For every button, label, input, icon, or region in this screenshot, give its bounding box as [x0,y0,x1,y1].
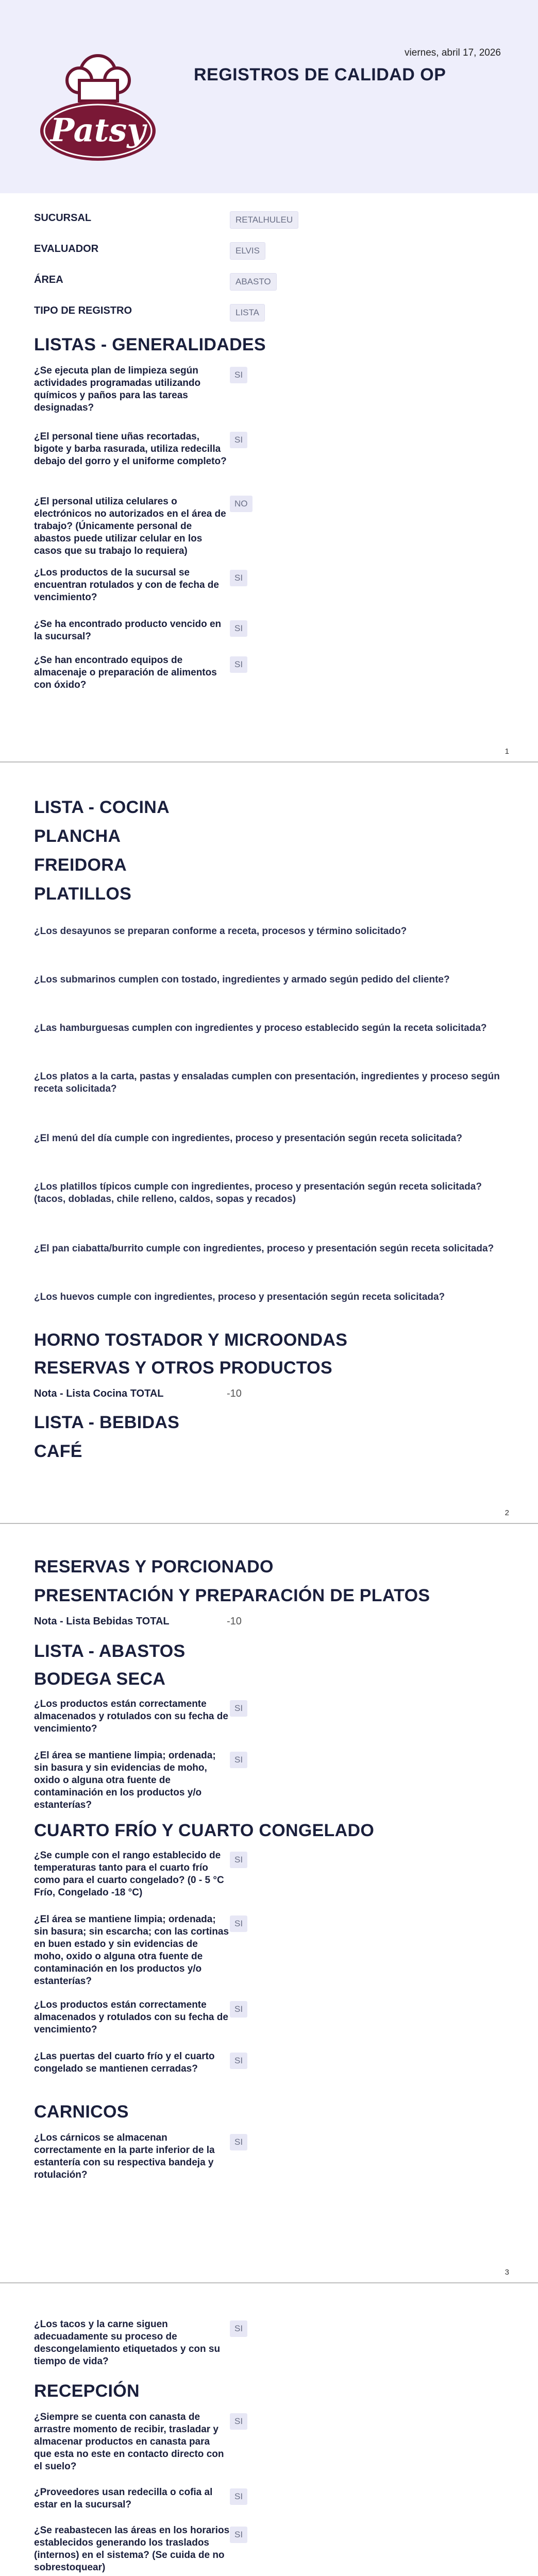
section-title-reservas-porcionado: RESERVAS Y PORCIONADO [34,1557,274,1577]
field-value-tipo-registro[interactable]: LISTA [230,304,265,321]
page-divider [0,1523,538,1524]
answer-value[interactable]: NO [230,496,253,512]
answer-value[interactable]: SI [230,656,247,673]
question-text: ¿Los platillos típicos cumple con ingredientes, proceso y presentación según receta solicitada? (tacos, dobladas, chile relleno, caldos, sopas y recados) [34,1181,482,1205]
answer-value[interactable]: SI [230,1752,247,1768]
question-text: ¿Se reabastecen las áreas en los horarios establecidos generando los traslados (internos) en el sistema? (Se cuida de no sobrestoquear) [34,2525,230,2573]
field-label-sucursal: SUCURSAL [34,212,92,224]
question-text: ¿Los huevos cumple con ingredientes, proceso y presentación según receta solicitada? [34,1292,445,1302]
question-text: ¿Los productos están correctamente almacenados y rotulados con su fecha de vencimiento? [34,1699,228,1734]
question-text: ¿Se ejecuta plan de limpieza según actividades programadas utilizando químicos y paños para las tareas designadas? [34,365,201,413]
section-title-cocina: LISTA - COCINA [34,798,170,817]
section-title-bodega-seca: BODEGA SECA [34,1669,166,1689]
answer-value[interactable]: SI [230,620,247,637]
question-text: ¿Los productos están correctamente almacenados y rotulados con su fecha de vencimiento? [34,1999,228,2035]
question-text: ¿Se cumple con el rango establecido de temperaturas tanto para el cuarto frío como para el cuarto congelado? (0 - 5 °C Frío, Congelado -18 °C) [34,1850,224,1898]
page-number: 3 [505,2268,509,2277]
page-number: 1 [505,747,509,756]
question-text: ¿Los cárnicos se almacenan correctamente en la parte inferior de la estantería con su respectiva bandeja y rotulación? [34,2132,215,2180]
section-title-presentacion: PRESENTACIÓN Y PREPARACIÓN DE PLATOS [34,1586,430,1605]
question-text: ¿El área se mantiene limpia; ordenada; sin basura; sin escarcha; con las cortinas en buen estado y sin evidencias de moho, oxido o alguna otra fuente de contaminación en los productos y/o estanterías? [34,1914,229,1987]
question-text: ¿Las puertas del cuarto frío y el cuarto congelado se mantienen cerradas? [34,2051,215,2074]
section-title-reservas: RESERVAS Y OTROS PRODUCTOS [34,1358,333,1378]
patsy-logo-icon [37,44,187,168]
answer-value[interactable]: SI [230,2413,247,2430]
field-value-evaluador[interactable]: ELVIS [230,242,265,260]
note-value-bebidas: -10 [227,1616,242,1627]
note-value-cocina: -10 [227,1388,242,1399]
field-label-area: ÁREA [34,274,63,285]
section-title-bebidas: LISTA - BEBIDAS [34,1413,180,1432]
section-title-plancha: PLANCHA [34,826,121,846]
answer-value[interactable]: SI [230,570,247,586]
note-label-cocina: Nota - Lista Cocina TOTAL [34,1388,164,1399]
question-text: ¿Se ha encontrado producto vencido en la sucursal? [34,619,222,642]
answer-value[interactable]: SI [230,2320,247,2337]
svg-text:Patsy: Patsy [50,111,146,149]
question-text: ¿Proveedores usan redecilla o cofia al estar en la sucursal? [34,2487,213,2510]
field-label-tipo-registro: TIPO DE REGISTRO [34,305,132,316]
question-text: ¿El personal tiene uñas recortadas, bigote y barba rasurada, utiliza redecilla debajo del gorro y el uniforme completo? [34,431,227,467]
question-text: ¿Las hamburguesas cumplen con ingredientes y proceso establecido según la receta solicitada? [34,1023,487,1033]
page-divider [0,2282,538,2283]
section-title-platillos: PLATILLOS [34,884,132,904]
question-text: ¿Los desayunos se preparan conforme a receta, procesos y término solicitado? [34,926,407,937]
question-text: ¿El pan ciabatta/burrito cumple con ingredientes, proceso y presentación según receta solicitada? [34,1243,494,1254]
page-divider [0,761,538,762]
answer-value[interactable]: SI [230,1916,247,1932]
answer-value[interactable]: SI [230,2134,247,2150]
answer-value[interactable]: SI [230,1700,247,1717]
section-title-generalidades: LISTAS - GENERALIDADES [34,335,266,354]
answer-value[interactable]: SI [230,2527,247,2543]
field-value-sucursal[interactable]: RETALHULEU [230,211,298,229]
question-text: ¿Se han encontrado equipos de almacenaje o preparación de alimentos con óxido? [34,655,217,690]
question-text: ¿Los submarinos cumplen con tostado, ingredientes y armado según pedido del cliente? [34,974,450,985]
question-text: ¿Siempre se cuenta con canasta de arrastre momento de recibir, trasladar y almacenar productos en canasta para que esta no este en contacto directo con el suelo? [34,2412,224,2472]
section-title-abastos: LISTA - ABASTOS [34,1641,186,1661]
answer-value[interactable]: SI [230,1852,247,1868]
question-text: ¿Los platos a la carta, pastas y ensaladas cumplen con presentación, ingredientes y proceso según receta solicitada? [34,1071,500,1094]
report-date: viernes, abril 17, 2026 [405,47,501,58]
question-text: ¿El área se mantiene limpia; ordenada; sin basura y sin evidencias de moho, oxido o alguna otra fuente de contaminación en los productos y/o estanterías? [34,1750,216,1810]
answer-value[interactable]: SI [230,2053,247,2069]
question-text: ¿El menú del día cumple con ingredientes, proceso y presentación según receta solicitada? [34,1133,462,1144]
answer-value[interactable]: SI [230,2001,247,2018]
question-text: ¿El personal utiliza celulares o electrónicos no autorizados en el área de trabajo? (Únicamente personal de abastos puede utilizar celular en los casos que su trabajo lo requiera) [34,496,226,556]
section-title-recepcion: RECEPCIÓN [34,2381,140,2401]
report-header [0,0,538,193]
field-value-area[interactable]: ABASTO [230,273,277,291]
section-title-carnicos: CARNICOS [34,2102,129,2122]
section-title-horno: HORNO TOSTADOR Y MICROONDAS [34,1330,348,1350]
question-text: ¿Los productos de la sucursal se encuentran rotulados y con de fecha de vencimiento? [34,567,219,603]
question-text: ¿Los tacos y la carne siguen adecuadamente su proceso de descongelamiento etiquetados y con su tiempo de vida? [34,2319,221,2367]
answer-value[interactable]: SI [230,2488,247,2505]
page-number: 2 [505,1509,509,1517]
page-title: REGISTROS DE CALIDAD OP [194,65,446,84]
section-title-cafe: CAFÉ [34,1442,82,1461]
section-title-cuarto-frio: CUARTO FRÍO Y CUARTO CONGELADO [34,1821,375,1840]
note-label-bebidas: Nota - Lista Bebidas TOTAL [34,1616,170,1627]
field-label-evaluador: EVALUADOR [34,243,99,255]
section-title-freidora: FREIDORA [34,855,127,875]
answer-value[interactable]: SI [230,432,247,448]
answer-value[interactable]: SI [230,367,247,383]
